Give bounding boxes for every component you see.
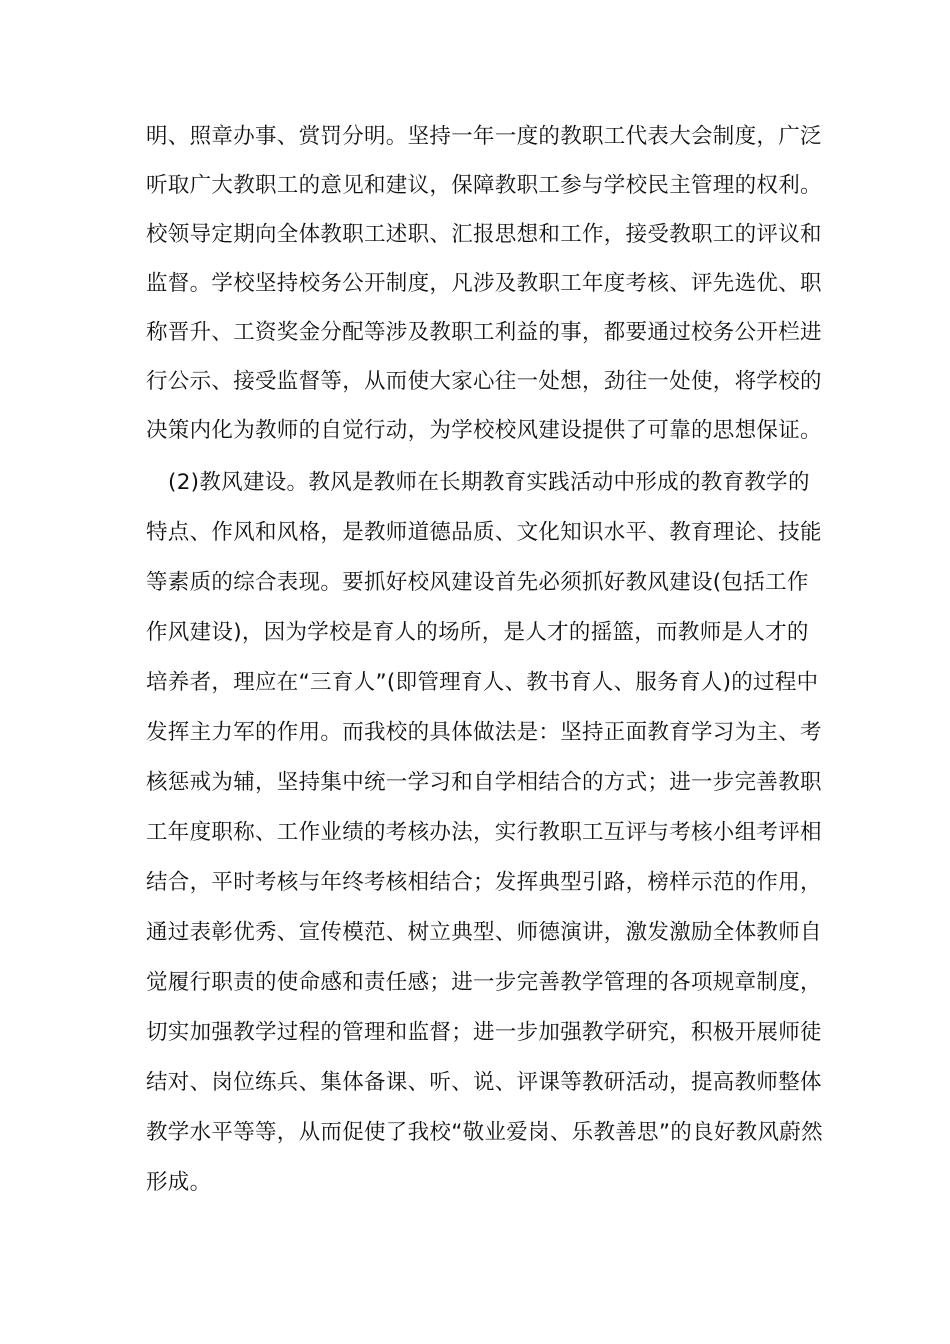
paragraph-line: 觉履行职责的使命感和责任感；进一步完善教学管理的各项规章制度， xyxy=(146,970,822,995)
paragraph-line: 教学水平等等，从而促使了我校“敬业爱岗、乐教善思”的良好教风蔚然 xyxy=(146,1120,823,1145)
paragraph-line: 核惩戒为辅，坚持集中统一学习和自学相结合的方式；进一步完善教职 xyxy=(146,770,822,795)
paragraph-line: 发挥主力军的作用。而我校的具体做法是：坚持正面教育学习为主、考 xyxy=(146,720,822,745)
paragraph-line: 等素质的综合表现。要抓好校风建设首先必须抓好教风建设(包括工作 xyxy=(146,570,809,595)
paragraph-line: 工年度职称、工作业绩的考核办法，实行教职工互评与考核小组考评相 xyxy=(146,820,822,845)
paragraph-line: 形成。 xyxy=(146,1170,212,1195)
paragraph-line: 决策内化为教师的自觉行动，为学校校风建设提供了可靠的思想保证。 xyxy=(146,418,822,443)
paragraph-line: 作风建设)，因为学校是育人的场所，是人才的摇篮，而教师是人才的 xyxy=(146,620,809,645)
paragraph-line: 监督。学校坚持校务公开制度，凡涉及教职工年度考核、评先选优、职 xyxy=(146,271,822,296)
paragraph-line: 听取广大教职工的意见和建议，保障教职工参与学校民主管理的权利。 xyxy=(146,173,822,198)
paragraph-line: 明、照章办事、赏罚分明。坚持一年一度的教职工代表大会制度，广泛 xyxy=(146,124,822,149)
paragraph-line: 称晋升、工资奖金分配等涉及教职工利益的事，都要通过校务公开栏进 xyxy=(146,320,822,345)
paragraph-line: 培养者，理应在“三育人”(即管理育人、教书育人、服务育人)的过程中 xyxy=(146,670,819,695)
paragraph-line: 结对、岗位练兵、集体备课、听、说、评课等教研活动，提高教师整体 xyxy=(146,1070,822,1095)
paragraph-line: 通过表彰优秀、宣传模范、树立典型、师德演讲，激发激励全体教师自 xyxy=(146,920,822,945)
paragraph-line: 特点、作风和风格，是教师道德品质、文化知识水平、教育理论、技能 xyxy=(146,520,822,545)
paragraph-line: 结合，平时考核与年终考核相结合；发挥典型引路，榜样示范的作用， xyxy=(146,870,822,895)
paragraph-line: 切实加强教学过程的管理和监督；进一步加强教学研究，积极开展师徒 xyxy=(146,1020,822,1045)
paragraph-line: (2)教风建设。教风是教师在长期教育实践活动中形成的教育教学的 xyxy=(168,470,810,495)
paragraph-line: 校领导定期向全体教职工述职、汇报思想和工作，接受教职工的评议和 xyxy=(146,222,822,247)
paragraph-line: 行公示、接受监督等，从而使大家心往一处想，劲往一处使，将学校的 xyxy=(146,369,822,394)
